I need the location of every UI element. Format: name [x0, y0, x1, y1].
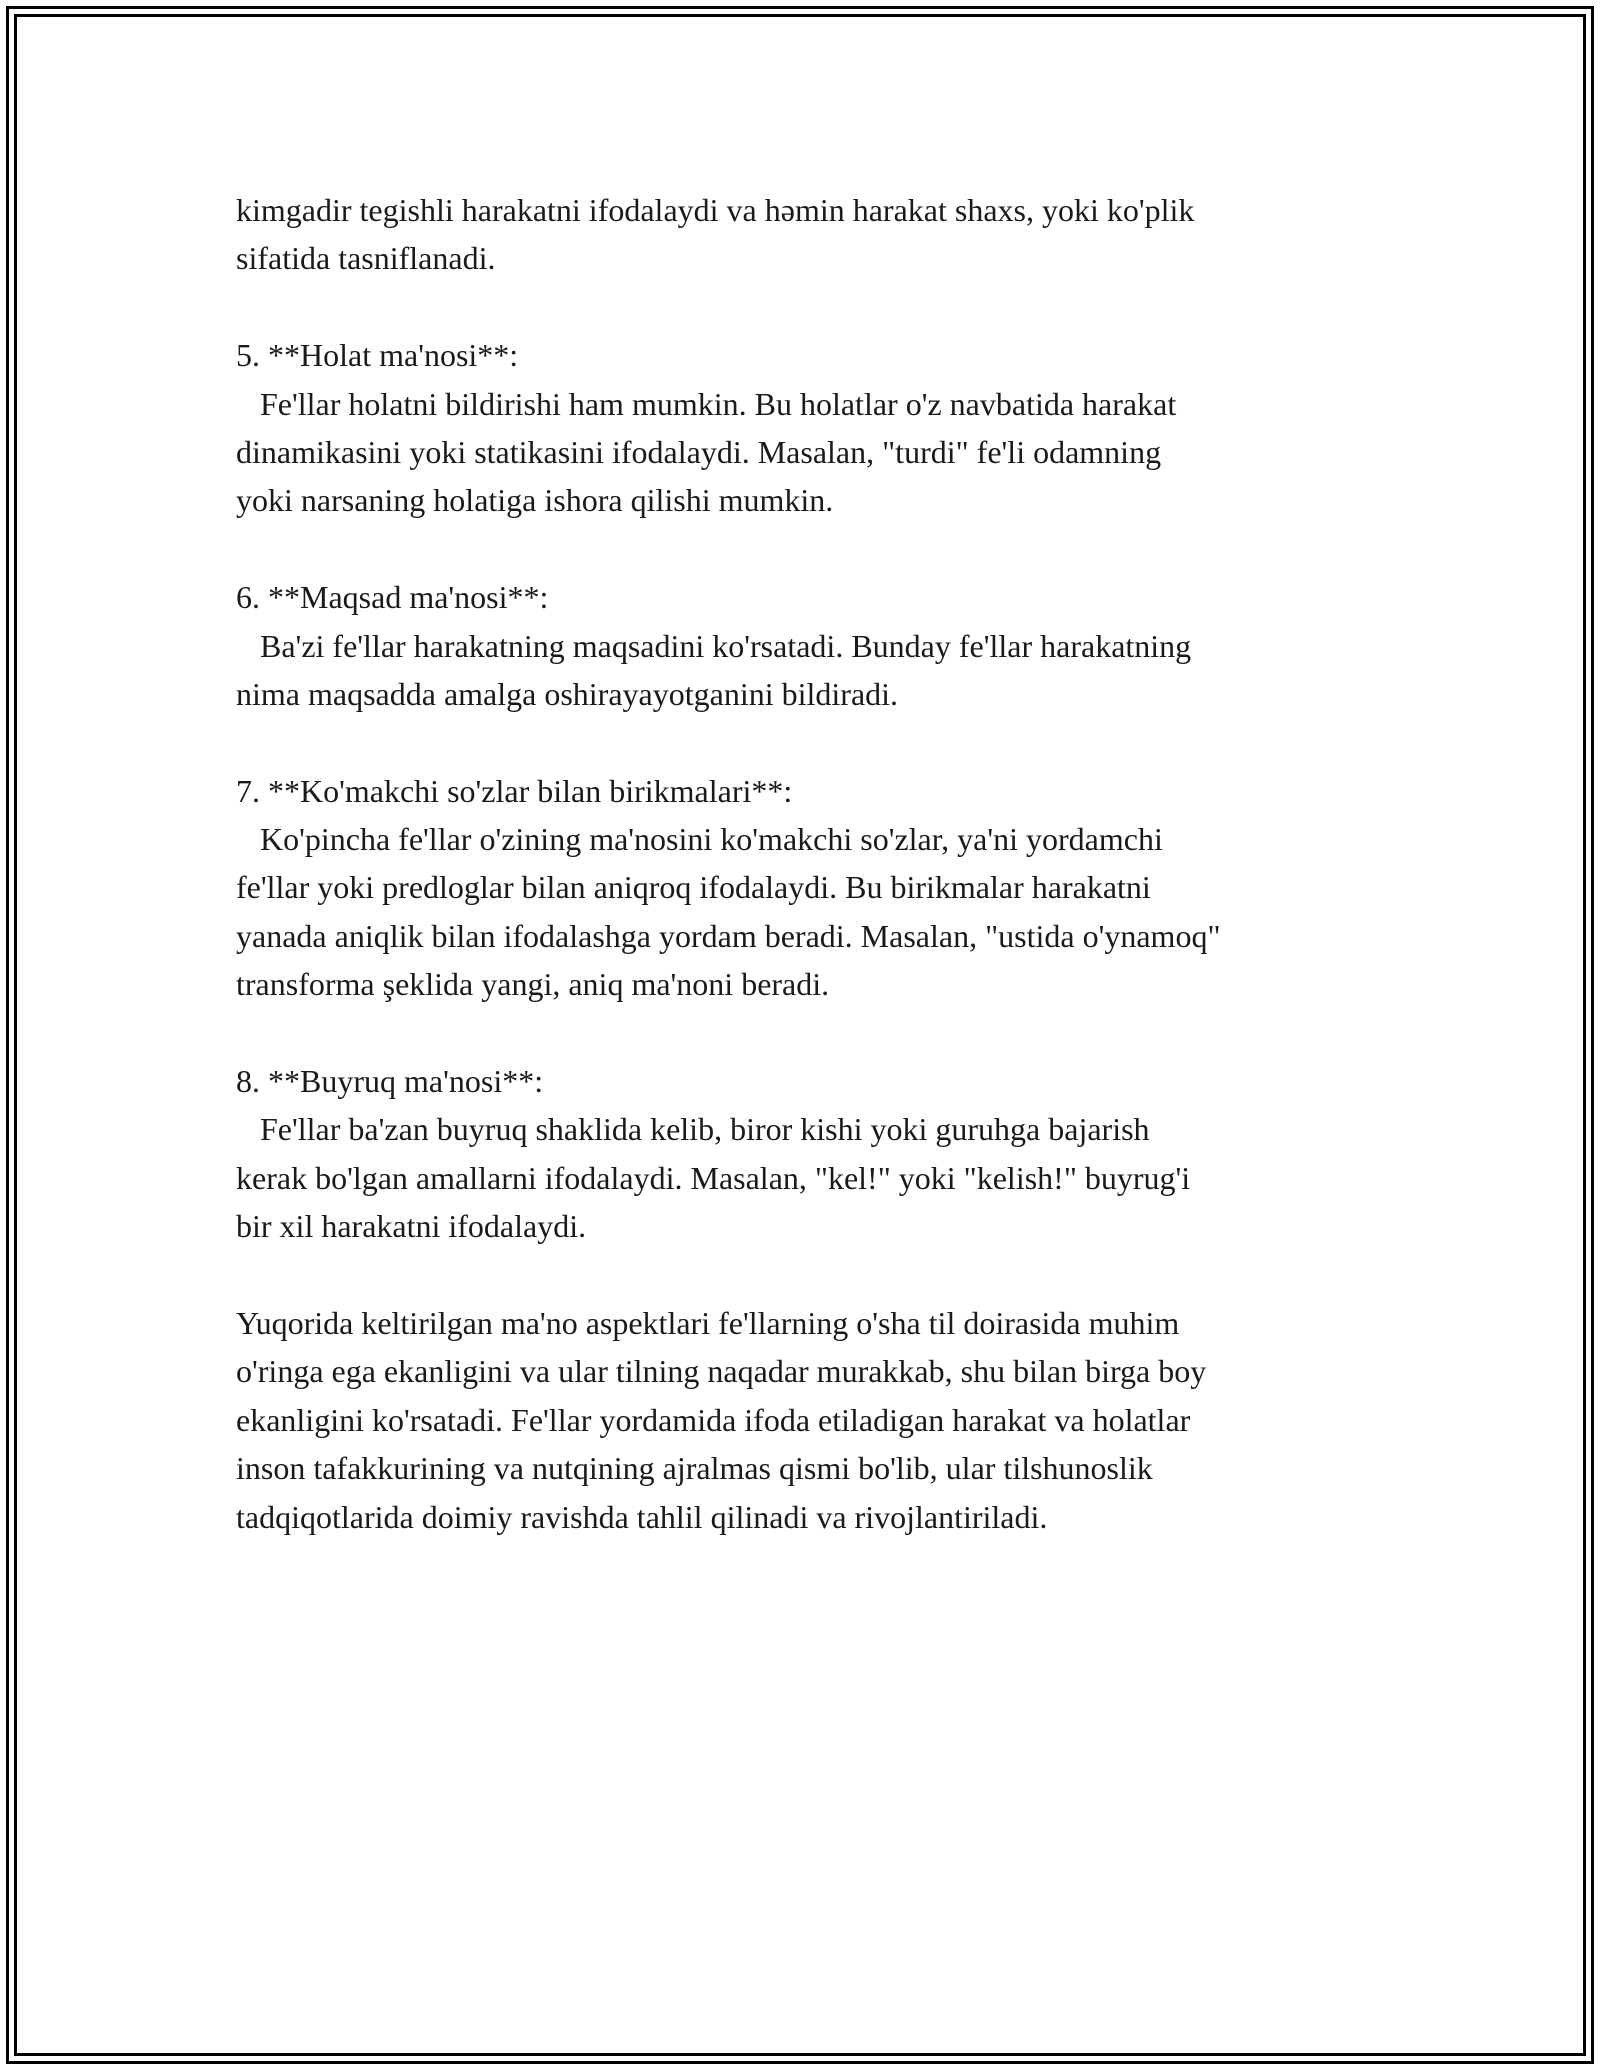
section-heading: 5. **Holat ma'nosi**: [236, 337, 519, 374]
paragraph-gap [236, 1251, 1366, 1299]
text-line: Ko'pincha fe'llar o'zining ma'nosini ko'makchi so'zlar, ya'ni yordamchi [236, 821, 1163, 858]
section-5-holat [236, 331, 1366, 525]
text-line: dinamikasini yoki statikasini ifodalaydi. Masalan, "turdi" fe'li odamning [236, 433, 1162, 470]
text-line: kimgadir tegishli harakatni ifodalaydi va həmin harakat shaxs, yoki ko'plik [236, 192, 1195, 228]
paragraph-gap [236, 718, 1366, 766]
text-line: Yuqorida keltirilgan ma'no aspektlari fe'llarning o'sha til doirasida muhim [236, 1304, 1180, 1341]
text-line: ekanligini ko'rsatadi. Fe'llar yordamida ifoda etiladigan harakat va holatlar [236, 1401, 1191, 1438]
text-line: transforma şeklida yangi, aniq ma'noni beradi. [236, 966, 830, 1003]
text-line: o'ringa ega ekanligini va ular tilning naqadar murakkab, shu bilan birga boy [236, 1353, 1207, 1390]
text-line: yoki narsaning holatiga ishora qilishi mumkin. [236, 482, 834, 519]
paragraph-intro-continuation [236, 186, 1366, 283]
text-line: Fe'llar holatni bildirishi ham mumkin. Bu holatlar o'z navbatida harakat [236, 385, 1177, 422]
text-line: bir xil harakatni ifodalaydi. [236, 1208, 587, 1245]
text-line: yanada aniqlik bilan ifodalashga yordam beradi. Masalan, "ustida o'ynamoq" [236, 917, 1221, 954]
paragraph-gap [236, 1009, 1366, 1057]
text-line: inson tafakkurining va nutqining ajralmas qismi bo'lib, ular tilshunoslik [236, 1450, 1153, 1487]
text-line: fe'llar yoki predloglar bilan aniqroq ifodalaydi. Bu birikmalar harakatni [236, 869, 1151, 906]
paragraph-conclusion [236, 1299, 1366, 1541]
section-heading: 8. **Buyruq ma'nosi**: [236, 1063, 544, 1100]
paragraph-gap [236, 525, 1366, 573]
document-body [236, 186, 1366, 1541]
section-heading: 7. **Ko'makchi so'zlar bilan birikmalari**: [236, 772, 793, 809]
text-line: Fe'llar ba'zan buyruq shaklida kelib, biror kishi yoki guruhga bajarish [236, 1111, 1150, 1148]
section-7-komakchi [236, 767, 1366, 1009]
text-line: kerak bo'lgan amallarni ifodalaydi. Masalan, "kel!" yoki "kelish!" buyrug'i [236, 1159, 1191, 1196]
text-line: nima maqsadda amalga oshirayayotganini bildiradi. [236, 675, 899, 712]
section-6-maqsad [236, 573, 1366, 718]
section-8-buyruq [236, 1057, 1366, 1251]
text-line: tadqiqotlarida doimiy ravishda tahlil qilinadi va rivojlantiriladi. [236, 1498, 1048, 1535]
paragraph-gap [236, 283, 1366, 331]
section-heading: 6. **Maqsad ma'nosi**: [236, 579, 549, 616]
text-line: sifatida tasniflanadi. [236, 240, 496, 277]
text-line: Ba'zi fe'llar harakatning maqsadini ko'rsatadi. Bunday fe'llar harakatning [236, 627, 1192, 664]
